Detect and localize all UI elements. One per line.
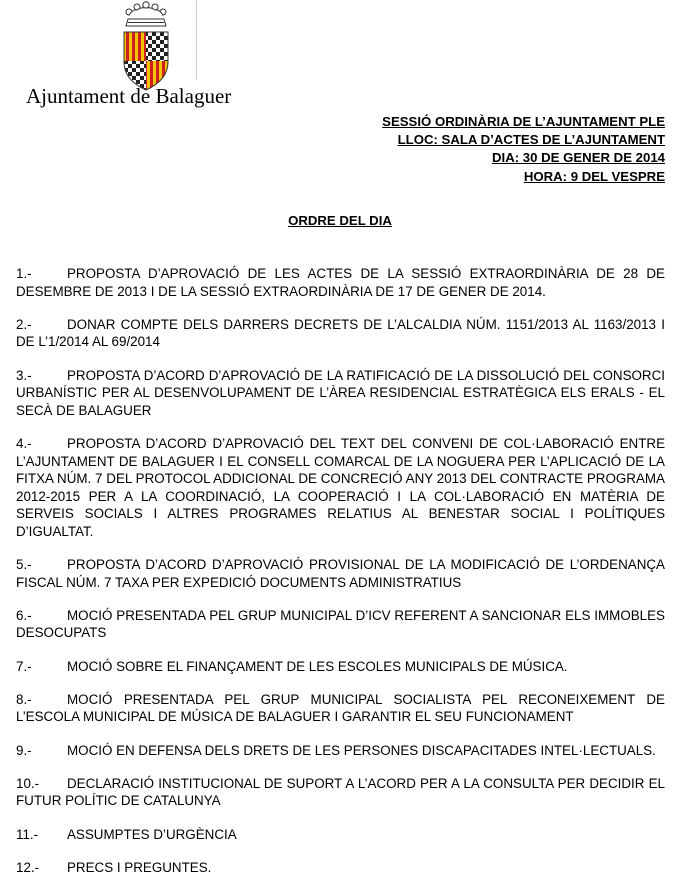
organization-name: Ajuntament de Balaguer [26,84,232,108]
agenda-list [16,265,665,892]
agenda-item-text: DECLARACIÓ INSTITUCIONAL DE SUPORT A L’ACORD PER A LA CONSULTA PER DECIDIR EL FUTUR POLÍTIC DE CATALUNYA [16,775,665,809]
meeting-place: LLOC: SALA D’ACTES DE L’AJUNTAMENT [397,132,665,148]
coat-of-arms-icon [120,0,172,92]
agenda-item-text: MOCIÓ PRESENTADA PEL GRUP MUNICIPAL SOCIALISTA PEL RECONEIXEMENT DE L’ESCOLA MUNICIPAL DE MÚSICA DE BALAGUER I GARANTIR EL SEU FUNCIONAMENT [16,691,665,725]
agenda-item-text: ASSUMPTES D’URGÈNCIA [67,826,237,842]
agenda-item-number: 9.- [16,742,32,758]
agenda-item-number: 8.- [16,691,32,707]
agenda-item [16,607,665,642]
agenda-item-number: 11.- [16,826,39,842]
agenda-item-text: PROPOSTA D’ACORD D’APROVACIÓ PROVISIONAL DE LA MODIFICACIÓ DE L’ORDENANÇA FISCAL NÚM. 7 TAXA PER EXPEDICIÓ DOCUMENTS ADMINISTRATIUS [16,557,665,590]
agenda-title: ORDRE DEL DIA [288,213,392,228]
agenda-item [16,775,665,810]
agenda-item-number: 1.- [16,266,32,281]
agenda-item-number: 12.- [16,859,40,875]
session-title: SESSIÓ ORDINÀRIA DE L’AJUNTAMENT PLE [382,114,665,129]
agenda-item-number: 3.- [16,367,32,383]
agenda-item [16,658,665,676]
agenda-item [16,435,665,541]
agenda-item-text: MOCIÓ PRESENTADA PEL GRUP MUNICIPAL D’ICV REFERENT A SANCIONAR ELS IMMOBLES DESOCUPATS [16,607,665,641]
agenda-item [16,367,665,420]
header-divider [196,0,197,80]
agenda-item-number: 7.- [16,658,32,674]
agenda-item [16,316,665,351]
meeting-time: HORA: 9 DEL VESPRE [523,168,665,184]
agenda-item-text: MOCIÓ SOBRE EL FINANÇAMENT DE LES ESCOLES MUNICIPALS DE MÚSICA. [67,658,568,674]
agenda-item [16,859,665,877]
agenda-item-number: 4.- [16,435,32,451]
agenda-item [16,265,665,300]
agenda-item [16,691,665,726]
agenda-item-text: PROPOSTA D’ACORD D’APROVACIÓ DEL TEXT DEL CONVENI DE COL·LABORACIÓ ENTRE L’AJUNTAMENT DE BALAGUER I EL CONSELL COMARCAL DE LA NOGUERA PER L’APLICACIÓ DE LA FITXA NÚM. 7 DEL PROTOCOL ADDICIONAL DE CONCRECIÓ ANY 2013 DEL CONTRACTE PROGRAMA 2012-2015 PER A LA COORDINACIÓ, LA COOPERACIÓ I LA COL·LABORACIÓ EN MATÈRIA DE SERVEIS SOCIALS I ALTRES PROGRAMES RELATIUS AL BENESTAR SOCIAL I POLÍTIQUES D’IGUALTAT. [16,435,665,539]
agenda-item [16,556,665,591]
agenda-item-number: 10.- [16,775,40,791]
document-header [0,0,700,110]
meeting-date: DIA: 30 DE GENER DE 2014 [492,150,665,166]
agenda-item-text: PROPOSTA D’APROVACIÓ DE LES ACTES DE LA SESSIÓ EXTRAORDINÀRIA DE 28 DE DESEMBRE DE 2013 I DE LA SESSIÓ EXTRAORDINÀRIA DE 17 DE GENER DE 2014. [16,266,665,299]
agenda-item-number: 2.- [16,316,32,332]
agenda-item-number: 5.- [16,557,32,573]
agenda-item-text: DONAR COMPTE DELS DARRERS DECRETS DE L’ALCALDIA NÚM. 1151/2013 AL 1163/2013 I DE L’1/2014 AL 69/2014 [16,316,665,350]
agenda-item-text: PRECS I PREGUNTES. [67,859,212,875]
agenda-item-text: MOCIÓ EN DEFENSA DELS DRETS DE LES PERSONES DISCAPACITADES INTEL·LECTUALS. [67,742,656,758]
meeting-details [382,113,665,186]
agenda-item [16,826,665,844]
agenda-item [16,742,665,760]
agenda-item-number: 6.- [16,607,32,623]
agenda-item-text: PROPOSTA D’ACORD D’APROVACIÓ DE LA RATIFICACIÓ DE LA DISSOLUCIÓ DEL CONSORCI URBANÍSTIC PER AL DESENVOLUPAMENT DE L’ÀREA RESIDENCIAL ESTRATÈGICA ELS ERALS - EL SECÀ DE BALAGUER [16,367,665,418]
